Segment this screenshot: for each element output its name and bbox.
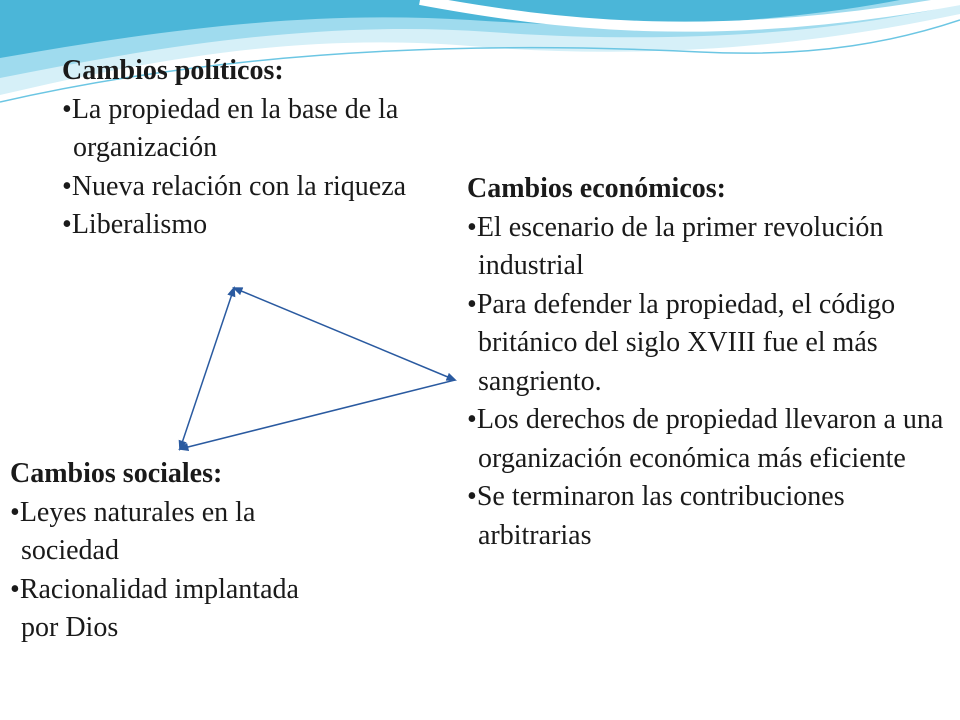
- arrow-sociales-politicos: [180, 288, 234, 449]
- arrow-economicos-sociales: [180, 380, 455, 449]
- list-item: • Leyes naturales en la sociedad: [10, 494, 330, 571]
- cambios-sociales-title: Cambios sociales:: [10, 458, 223, 489]
- list-item: • Se terminaron las contribuciones arbitrarias: [467, 478, 952, 555]
- list-item: • Para defender la propiedad, el código británico del siglo XVIII fue el más sangriento.: [467, 286, 952, 402]
- list-item: • El escenario de la primer revolución industrial: [467, 209, 952, 286]
- cambios-sociales-list: [10, 494, 330, 648]
- cambios-economicos-block: [467, 170, 952, 555]
- list-item: • Racionalidad implantada por Dios: [10, 571, 330, 648]
- cambios-economicos-list: [467, 209, 952, 556]
- cambios-politicos-block: [62, 52, 412, 245]
- arrow-politicos-economicos: [234, 288, 455, 380]
- list-item: • Nueva relación con la riqueza: [62, 168, 412, 207]
- cambios-sociales-block: [10, 455, 330, 648]
- list-item: • Los derechos de propiedad llevaron a una organización económica más eficiente: [467, 401, 952, 478]
- list-item: • Liberalismo: [62, 206, 412, 245]
- cambios-politicos-title: Cambios políticos:: [62, 55, 284, 86]
- cambios-politicos-list: [62, 91, 412, 245]
- list-item: • La propiedad en la base de la organización: [62, 91, 412, 168]
- cambios-economicos-title: Cambios económicos:: [467, 173, 726, 204]
